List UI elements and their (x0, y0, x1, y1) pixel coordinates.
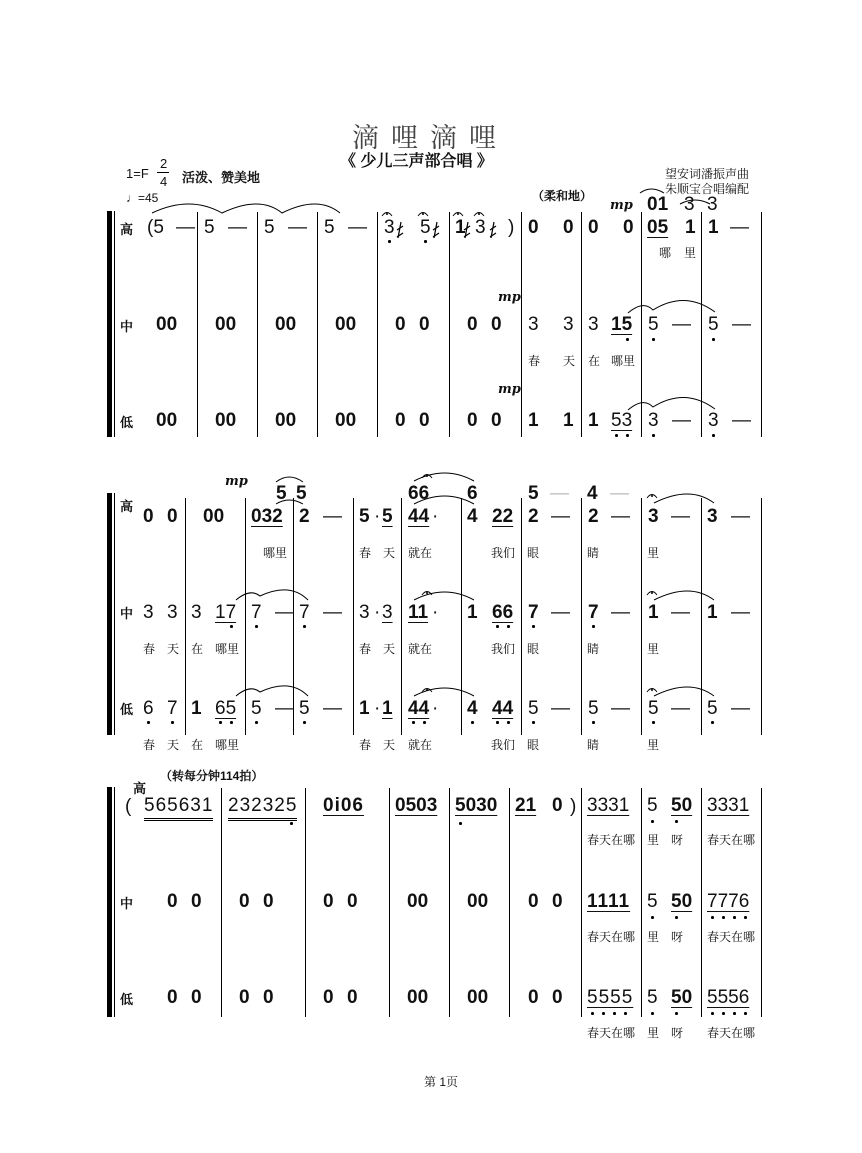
lyric: 眼 (527, 738, 540, 752)
note: 0 (528, 987, 539, 1008)
note: 0 (467, 314, 478, 335)
note: 0 (263, 891, 274, 912)
note: 5 (296, 483, 307, 504)
note: 00 (407, 891, 429, 912)
note: 1 (707, 602, 718, 623)
note: 7 (251, 602, 262, 623)
note: 5 (420, 217, 431, 238)
note: 44 (408, 698, 430, 719)
note: — (551, 602, 570, 623)
note: 7 (299, 602, 310, 623)
note: 2 (299, 506, 310, 527)
lyric: 里 (647, 642, 660, 656)
note: 0 (263, 987, 274, 1008)
note: 1 (528, 410, 539, 431)
note: 50 (671, 795, 693, 816)
note: 0 (563, 217, 574, 238)
note: 0 (143, 506, 154, 527)
note: 05 (647, 217, 669, 238)
note: 22 (492, 506, 514, 527)
note: 5 (707, 698, 718, 719)
expression-annotation: （柔和地） (532, 189, 593, 203)
lyric: 眼 (527, 546, 540, 560)
note: 0 (552, 891, 563, 912)
note: 5 (708, 314, 719, 335)
note: 5 (299, 698, 310, 719)
note: 4 (587, 483, 598, 504)
dynamic-mp: mp (498, 382, 521, 397)
lyric: 春 (528, 354, 541, 368)
tempo-change-annotation: （转每分钟114拍） (160, 769, 264, 783)
note: 21 (515, 795, 537, 816)
note: — (551, 698, 570, 719)
note: ) (570, 796, 577, 817)
lyric: 春天在哪 (707, 1026, 756, 1040)
note: 00 (215, 410, 237, 431)
note: — (288, 217, 307, 238)
note: 3 (563, 314, 574, 335)
song-title: 滴哩滴哩 (352, 123, 508, 154)
part-label-mid: 中 (120, 896, 134, 911)
note: 4 (467, 698, 478, 719)
note: 44 (492, 698, 514, 719)
note: 0 (528, 217, 539, 238)
note: 3 (528, 314, 539, 335)
note: 3 (382, 602, 393, 623)
lyric: 春 (359, 738, 372, 752)
note: (5 (147, 217, 164, 238)
note: 65 (215, 698, 237, 719)
note: 5 (264, 217, 275, 238)
lyric: 呀 (671, 930, 684, 944)
note: 5 (647, 795, 658, 816)
part-label-high: 高 (133, 781, 147, 796)
lyric: 我们 (491, 546, 516, 560)
lyric: 里 (647, 546, 660, 560)
note: 5 (588, 698, 599, 719)
expression-marking: 活泼、赞美地 (182, 170, 261, 185)
part-label-mid: 中 (120, 319, 134, 334)
note: 66 (408, 483, 430, 504)
note: 1 (191, 698, 202, 719)
note: 1 (648, 602, 659, 623)
song-subtitle: 《 少儿三声部合唱 》 (340, 153, 493, 170)
note: — (731, 602, 750, 623)
note: 5 (647, 987, 658, 1008)
lyric: 里 (647, 930, 660, 944)
note: · (374, 698, 381, 719)
note: 0 (167, 987, 178, 1008)
note: — (323, 602, 342, 623)
lyric: 里 (647, 738, 660, 752)
note: 1111 (587, 891, 631, 912)
note: 3 (191, 602, 202, 623)
note: 0 (491, 410, 502, 431)
lyric: 天 (383, 546, 396, 560)
note: 0 (467, 410, 478, 431)
time-signature-denominator: 4 (160, 174, 168, 189)
dynamic-mp: mp (498, 290, 521, 305)
note: — (671, 602, 690, 623)
note: 3 (475, 217, 486, 238)
note: 4 (467, 506, 478, 527)
note: — (731, 698, 750, 719)
note: 3 (684, 194, 695, 215)
note: — (731, 506, 750, 527)
note: 0 (191, 891, 202, 912)
part-label-low: 低 (120, 415, 134, 430)
lyric: 哪里 (611, 354, 636, 368)
note: 0 (528, 891, 539, 912)
note: 0 (395, 410, 406, 431)
lyric: 春天在哪 (587, 1026, 636, 1040)
lyric: 我们 (491, 642, 516, 656)
note: 0 (167, 891, 178, 912)
note: 00 (335, 314, 357, 335)
note: — (732, 314, 751, 335)
note: 1 (359, 698, 370, 719)
note: 565631 (144, 795, 213, 821)
note: 0 (419, 314, 430, 335)
note: 0 (395, 314, 406, 335)
note: — (176, 217, 195, 238)
note: — (730, 217, 749, 238)
note: 0503 (395, 795, 438, 816)
note: — (228, 217, 247, 238)
lyric: 哪里 (215, 642, 240, 656)
part-label-high: 高 (120, 499, 134, 514)
note: 7776 (707, 891, 750, 912)
note: — (275, 698, 294, 719)
lyric: 哪里 (263, 546, 288, 560)
note: 1 (382, 698, 393, 719)
part-label-low: 低 (120, 992, 134, 1007)
lyric: 在 (191, 642, 204, 656)
lyric: 春 (359, 546, 372, 560)
credits-lyricist-composer: 望安词潘振声曲 (665, 167, 750, 181)
note: — (672, 314, 691, 335)
lyric: 睛 (587, 546, 600, 560)
note: 00 (467, 891, 489, 912)
note: 5 (648, 698, 659, 719)
note: — (611, 698, 630, 719)
lyric: 春天在哪 (707, 833, 756, 847)
note: — (323, 698, 342, 719)
note: 00 (156, 314, 178, 335)
note: 5 (251, 698, 262, 719)
dynamic-mp: mp (610, 198, 633, 213)
note: 1 (563, 410, 574, 431)
note: 6 (143, 698, 154, 719)
note: 44 (408, 506, 430, 527)
lyric: 里 (647, 1026, 660, 1040)
note: 7 (588, 602, 599, 623)
note: 0 (491, 314, 502, 335)
note: 5 (204, 217, 215, 238)
note: 0 (552, 795, 563, 816)
note: · (432, 506, 439, 527)
note: — (732, 410, 751, 431)
part-label-low: 低 (120, 702, 134, 717)
note: 232325 (228, 795, 297, 821)
note: 1 (685, 217, 696, 238)
note: 50 (671, 891, 693, 912)
lyric: 我们 (491, 738, 516, 752)
note: 0 (167, 506, 178, 527)
lyric: 睛 (587, 738, 600, 752)
note: 5030 (455, 795, 498, 816)
note: 00 (275, 410, 297, 431)
note: 11 (408, 602, 429, 623)
lyric: 在 (191, 738, 204, 752)
note: 5 (382, 506, 393, 527)
note: 3 (143, 602, 154, 623)
note: 0 (347, 891, 358, 912)
note: 66 (492, 602, 514, 623)
note: — (671, 698, 690, 719)
note: 00 (203, 506, 225, 527)
note: 2 (588, 506, 599, 527)
dynamic-mp: mp (225, 474, 248, 489)
lyric: 眼 (527, 642, 540, 656)
note: 00 (407, 987, 429, 1008)
note: 3331 (587, 795, 630, 816)
note: 5556 (707, 987, 750, 1008)
note: 0 (323, 987, 334, 1008)
note: 5 (528, 698, 539, 719)
note: · (374, 506, 381, 527)
lyric: 哪里 (215, 738, 240, 752)
note: — (323, 506, 342, 527)
note: — (275, 602, 294, 623)
note: 53 (611, 410, 633, 431)
lyric: 呀 (671, 1026, 684, 1040)
note: · (432, 698, 439, 719)
lyric: 天 (563, 354, 576, 368)
lyric: 就在 (408, 546, 433, 560)
note: 5 (647, 891, 658, 912)
note: · (374, 602, 381, 623)
note: 1 (455, 217, 466, 238)
note: 032 (251, 506, 283, 527)
note: 00 (215, 314, 237, 335)
note: 3 (648, 410, 659, 431)
note: — (610, 483, 629, 504)
note: 5 (528, 483, 539, 504)
note: 1 (708, 217, 719, 238)
note: 6 (467, 483, 478, 504)
lyric: 睛 (587, 642, 600, 656)
note: 5 (324, 217, 335, 238)
note: 5 (276, 483, 287, 504)
part-label-high: 高 (120, 222, 134, 237)
note: — (551, 506, 570, 527)
note: — (672, 410, 691, 431)
lyric: 里 (684, 246, 697, 260)
note: 0 (623, 217, 634, 238)
note: 00 (275, 314, 297, 335)
note: 0 (419, 410, 430, 431)
note: 5 (359, 506, 370, 527)
note: 0 (239, 891, 250, 912)
note: 5 (648, 314, 659, 335)
note: 0 (323, 891, 334, 912)
note: 3 (707, 506, 718, 527)
note: 00 (467, 987, 489, 1008)
note: 0 (347, 987, 358, 1008)
lyric: 哪 (659, 246, 672, 260)
lyric: 里 (647, 833, 660, 847)
note: 15 (611, 314, 633, 335)
note: 0 (191, 987, 202, 1008)
note: 5555 (587, 987, 634, 1008)
credits-arranger: 朱顺宝合唱编配 (665, 182, 750, 196)
note: — (348, 217, 367, 238)
note: 0 (552, 987, 563, 1008)
key-signature: 1=F (126, 166, 149, 181)
lyric: 天 (167, 738, 180, 752)
note: 3331 (707, 795, 750, 816)
note: 0 (588, 217, 599, 238)
tempo-marking: ♩=45 (126, 191, 159, 205)
note: — (550, 483, 569, 504)
lyric: 天 (167, 642, 180, 656)
note: 3 (708, 410, 719, 431)
note: 2 (528, 506, 539, 527)
lyric: 春 (359, 642, 372, 656)
note: 0 (239, 987, 250, 1008)
note: — (611, 506, 630, 527)
lyric: 就在 (408, 642, 433, 656)
note: — (671, 506, 690, 527)
page-number: 第 1页 (424, 1075, 459, 1089)
part-label-mid: 中 (120, 606, 134, 621)
note: 3 (359, 602, 370, 623)
note: 3 (707, 194, 718, 215)
lyric: 春天在哪 (707, 930, 756, 944)
note: 3 (384, 217, 395, 238)
note: · (432, 602, 439, 623)
lyric: 春天在哪 (587, 930, 636, 944)
note: 0i06 (323, 795, 364, 816)
lyric: 在 (588, 354, 601, 368)
note: 1 (588, 410, 599, 431)
lyric: 天 (383, 738, 396, 752)
note: — (611, 602, 630, 623)
lyric: 春天在哪 (587, 833, 636, 847)
note: 3 (167, 602, 178, 623)
lyric: 就在 (408, 738, 433, 752)
note: 00 (156, 410, 178, 431)
note: 7 (528, 602, 539, 623)
lyric: 春 (143, 738, 156, 752)
lyric: 呀 (671, 833, 684, 847)
note: 17 (215, 602, 237, 623)
note: 3 (588, 314, 599, 335)
note: 3 (648, 506, 659, 527)
lyric: 春 (143, 642, 156, 656)
note: 1 (467, 602, 478, 623)
note: 01 (647, 194, 669, 215)
note: 50 (671, 987, 693, 1008)
note: 00 (335, 410, 357, 431)
note: 7 (167, 698, 178, 719)
lyric: 天 (383, 642, 396, 656)
note: ( (125, 796, 132, 817)
note: ) (508, 217, 515, 238)
time-signature-numerator: 2 (160, 156, 168, 171)
